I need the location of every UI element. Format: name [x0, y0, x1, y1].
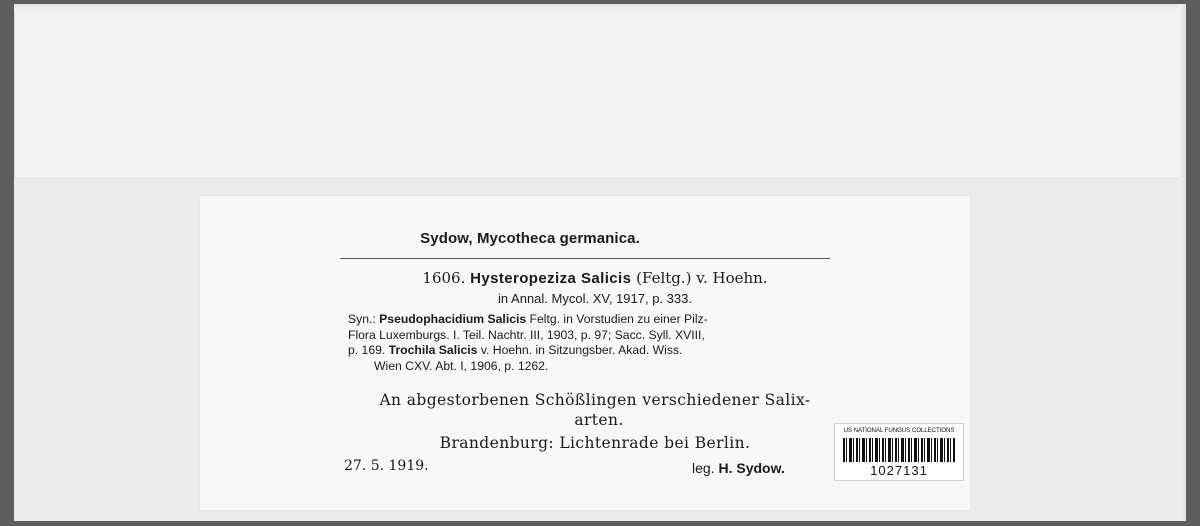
- barcode-number: 1027131: [870, 463, 928, 478]
- packet-top-edge: [14, 4, 1186, 10]
- synonymy-page: p. 169.: [348, 343, 386, 358]
- collection-date: 27. 5. 1919.: [344, 458, 429, 474]
- barcode-icon: [843, 438, 955, 462]
- synonymy-text: Feltg. in Vorstudien zu einer Pilz-: [529, 312, 708, 326]
- habitat-line: arten.: [574, 411, 624, 429]
- locality-text: Brandenburg: Lichtenrade bei Berlin.: [439, 434, 751, 452]
- synonymy-line: Wien CXV. Abt. I, 1906, p. 1262.: [374, 358, 549, 373]
- barcode-label: [834, 423, 964, 481]
- synonymy-line: [348, 312, 838, 328]
- synonymy-line: Flora Luxemburgs. I. Teil. Nachtr. III, 1903, p. 97; Sacc. Syll. XVIII,: [348, 327, 705, 342]
- synonym-name: Trochila Salicis: [388, 343, 478, 358]
- exsiccata-title: Sydow, Mycotheca germanica.: [420, 230, 640, 247]
- publication-citation: in Annal. Mycol. XV, 1917, p. 333.: [498, 291, 692, 306]
- species-authority: (Feltg.) v. Hoehn.: [636, 269, 768, 287]
- synonymy-line: [348, 343, 838, 359]
- collector: [692, 460, 785, 476]
- species-genus: Hysteropeziza: [470, 270, 577, 287]
- exsiccata-number: 1606.: [422, 269, 466, 287]
- packet-right-edge: [1178, 4, 1186, 520]
- collector-prefix: leg.: [692, 460, 715, 476]
- synonymy-block: [348, 312, 838, 374]
- collection-name: US NATIONAL FUNGUS COLLECTIONS: [843, 427, 955, 434]
- synonymy-prefix: Syn.:: [348, 312, 376, 326]
- habitat-line: An abgestorbenen Schößlingen verschiedener Salix-: [379, 391, 811, 409]
- species-epithet: Salicis: [581, 270, 632, 287]
- synonym-name: Pseudophacidium Salicis: [379, 312, 527, 326]
- species-line: [200, 269, 990, 287]
- title-rule: [340, 258, 830, 259]
- synonymy-text: v. Hoehn. in Sitzungsber. Akad. Wiss.: [480, 343, 683, 358]
- collector-name: H. Sydow.: [718, 460, 785, 476]
